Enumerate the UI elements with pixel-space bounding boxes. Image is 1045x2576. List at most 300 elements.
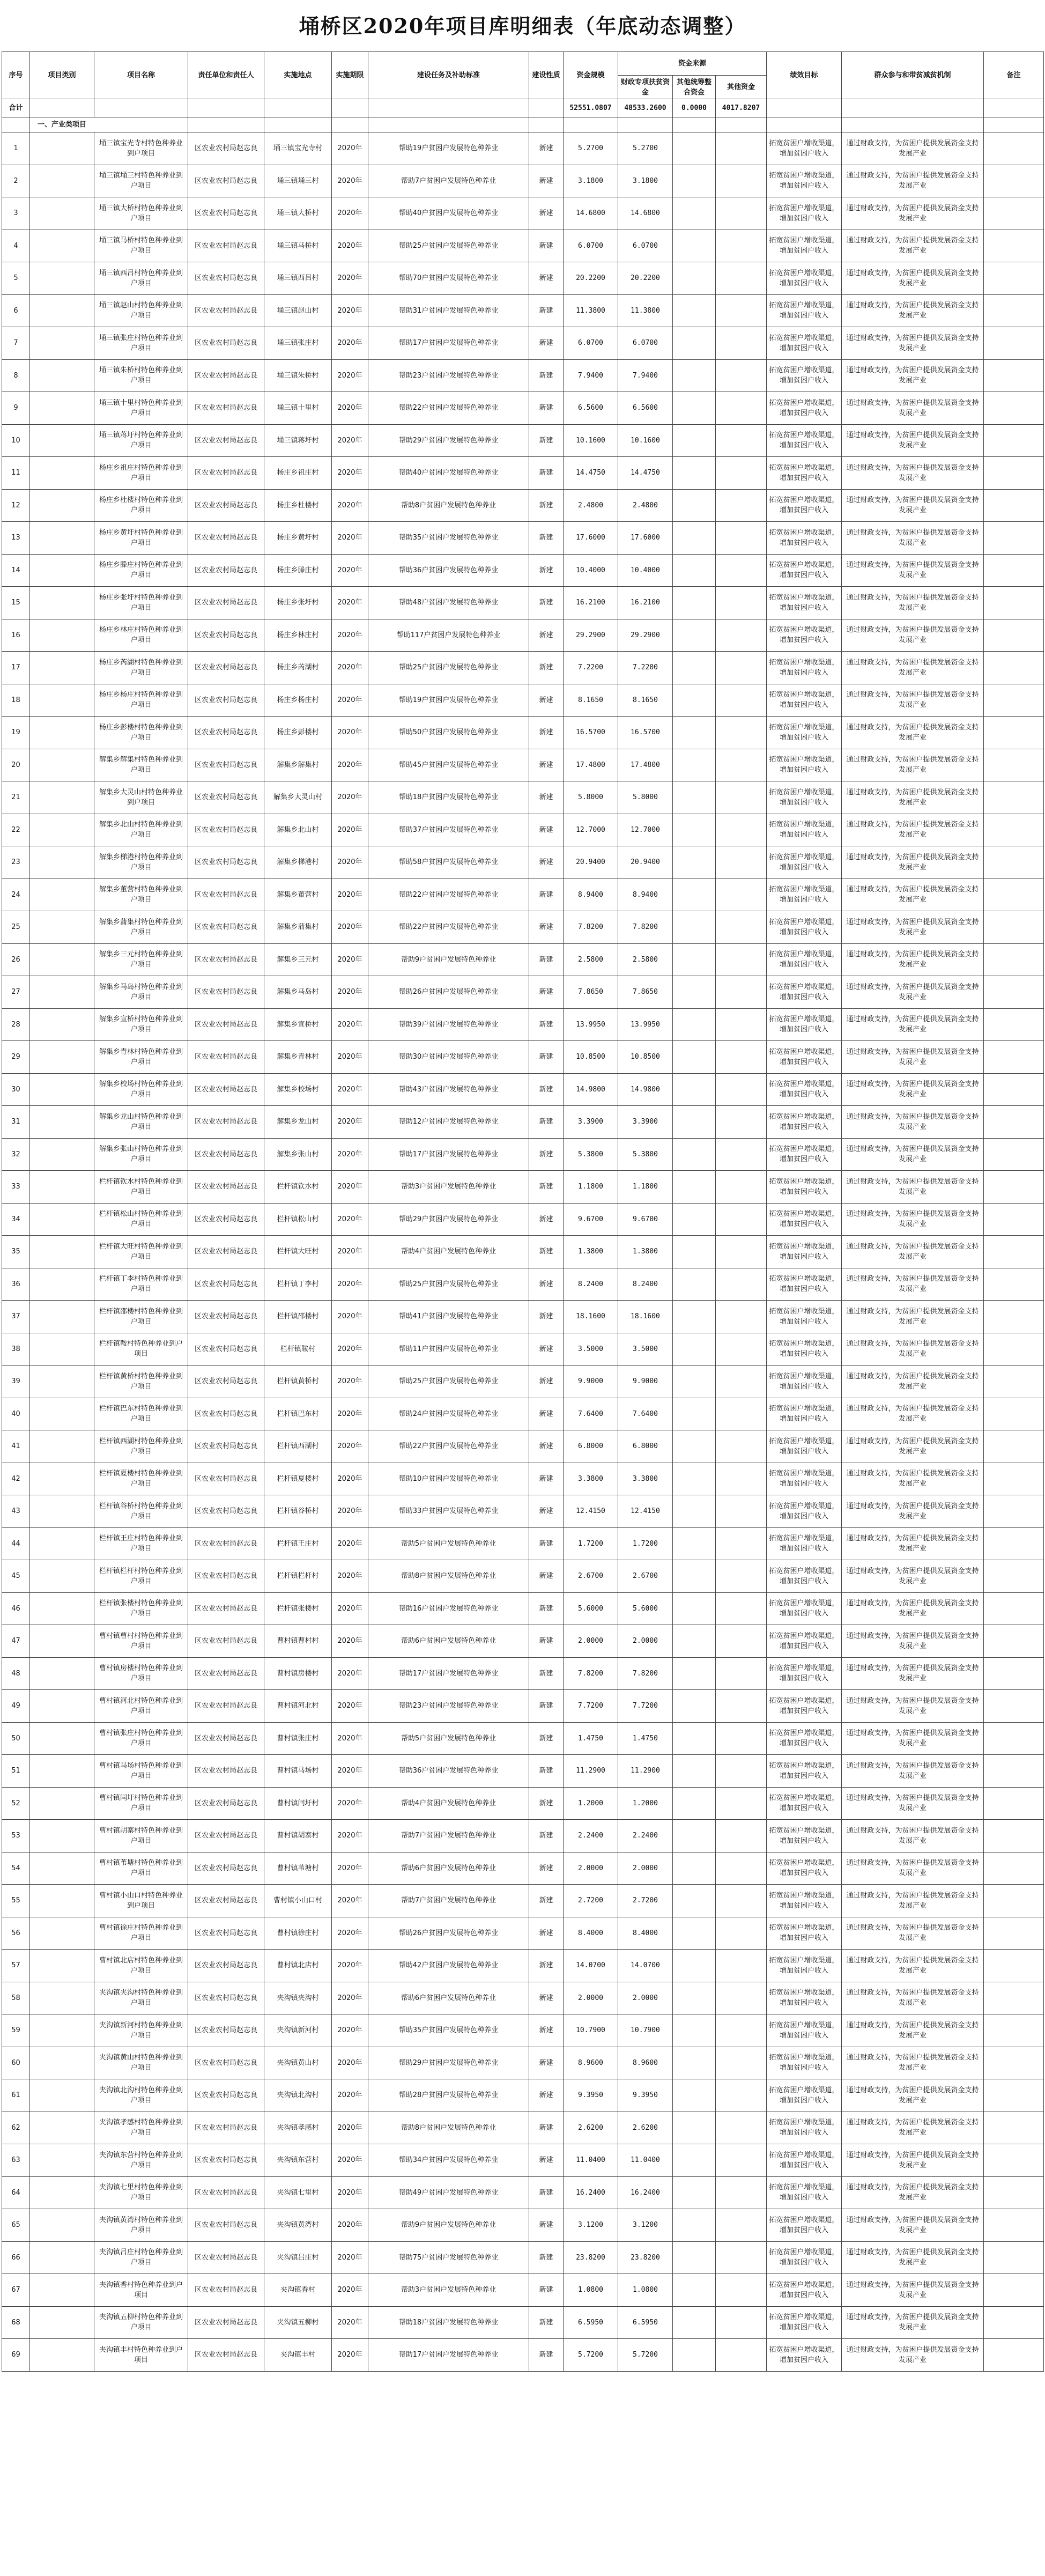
header-seq: 序号 [2, 52, 30, 99]
cell-nature: 新建 [529, 1625, 564, 1658]
cell-type [30, 1755, 94, 1788]
cell-fiscal: 9.9000 [618, 1365, 673, 1398]
cell-content: 帮助8户贫困户发展特色种养业 [368, 2112, 529, 2144]
cell-fiscal: 7.8650 [618, 976, 673, 1009]
cell-note [984, 1755, 1044, 1788]
cell-location: 栏杆镇松山村 [264, 1203, 332, 1236]
cell-seq: 68 [2, 2306, 30, 2339]
cell-unit: 区农业农村局赵志良 [188, 1041, 264, 1074]
cell-self [716, 2306, 767, 2339]
cell-content: 帮助40户贫困户发展特色种养业 [368, 197, 529, 230]
summary-fiscal: 48533.2600 [618, 99, 673, 117]
cell-scale: 12.4150 [564, 1495, 618, 1528]
cell-content: 帮助50户贫困户发展特色种养业 [368, 717, 529, 749]
cell-integrated [673, 132, 716, 165]
cell-self [716, 684, 767, 717]
cell-seq: 15 [2, 587, 30, 619]
cell-fiscal: 11.0400 [618, 2144, 673, 2177]
cell-integrated [673, 943, 716, 976]
cell-period: 2020年 [332, 1755, 368, 1788]
cell-note [984, 1203, 1044, 1236]
cell-goal: 拓宽贫困户增收渠道，增加贫困户收入 [767, 846, 842, 879]
table-row [2, 684, 1044, 717]
cell-period: 2020年 [332, 749, 368, 781]
cell-content: 帮助8户贫困户发展特色种养业 [368, 1560, 529, 1593]
cell-unit: 区农业农村局赵志良 [188, 717, 264, 749]
cell-period: 2020年 [332, 717, 368, 749]
cell-content: 帮助22户贫困户发展特色种养业 [368, 1430, 529, 1463]
cell-note [984, 1527, 1044, 1560]
cell-nature: 新建 [529, 1041, 564, 1074]
cell-integrated [673, 1560, 716, 1593]
cell-type [30, 976, 94, 1009]
cell-nature: 新建 [529, 165, 564, 197]
cell-integrated [673, 2209, 716, 2242]
cell-type [30, 1560, 94, 1593]
cell-integrated [673, 294, 716, 327]
cell-project-name: 栏杆镇大旺村特色种养业到户项目 [94, 1236, 188, 1268]
cell-project-name: 夹沟镇五柳村特色种养业到户项目 [94, 2306, 188, 2339]
cell-period: 2020年 [332, 2047, 368, 2079]
cell-fiscal: 3.5000 [618, 1333, 673, 1365]
table-row [2, 1755, 1044, 1788]
cell-nature: 新建 [529, 2241, 564, 2274]
cell-note [984, 1138, 1044, 1171]
cell-scale: 6.5950 [564, 2306, 618, 2339]
cell-self [716, 1171, 767, 1204]
cell-location: 曹村镇闫圩村 [264, 1787, 332, 1820]
cell-self [716, 457, 767, 490]
cell-fiscal: 11.3800 [618, 294, 673, 327]
cell-type [30, 1592, 94, 1625]
cell-note [984, 587, 1044, 619]
cell-location: 栏杆镇巴东村 [264, 1398, 332, 1430]
cell-period: 2020年 [332, 2339, 368, 2372]
table-row [2, 1527, 1044, 1560]
cell-content: 帮助4户贫困户发展特色种养业 [368, 1787, 529, 1820]
cell-project-name: 解集乡北山村特色种养业到户项目 [94, 814, 188, 846]
cell-seq: 46 [2, 1592, 30, 1625]
header-fiscal: 财政专项扶贫资金 [618, 76, 673, 99]
cell-fiscal: 7.7200 [618, 1690, 673, 1723]
cell-fiscal: 5.8000 [618, 781, 673, 814]
cell-unit: 区农业农村局赵志良 [188, 522, 264, 555]
cell-seq: 53 [2, 1820, 30, 1852]
table-row [2, 1301, 1044, 1333]
cell-seq: 16 [2, 619, 30, 652]
cell-scale: 1.7200 [564, 1527, 618, 1560]
cell-self [716, 1722, 767, 1755]
cell-goal: 拓宽贫困户增收渠道，增加贫困户收入 [767, 1463, 842, 1495]
cell-period: 2020年 [332, 1527, 368, 1560]
cell-self [716, 2047, 767, 2079]
cell-period: 2020年 [332, 554, 368, 587]
cell-project-name: 杨庄乡祖庄村特色种养业到户项目 [94, 457, 188, 490]
cell-unit: 区农业农村局赵志良 [188, 1430, 264, 1463]
cell-type [30, 2176, 94, 2209]
cell-mechanism: 通过财政支持，为贫困户提供发展资金支持发展产业 [842, 230, 984, 262]
cell-period: 2020年 [332, 230, 368, 262]
cell-location: 埇三镇宝光寺村 [264, 132, 332, 165]
cell-self [716, 1106, 767, 1139]
cell-fiscal: 2.6200 [618, 2112, 673, 2144]
cell-scale: 1.4750 [564, 1722, 618, 1755]
cell-self [716, 1820, 767, 1852]
cell-fiscal: 17.6000 [618, 522, 673, 555]
cell-period: 2020年 [332, 197, 368, 230]
cell-location: 解集乡三元村 [264, 943, 332, 976]
cell-seq: 24 [2, 879, 30, 911]
cell-type [30, 2112, 94, 2144]
cell-project-name: 埇三镇蒋圩村特色种养业到户项目 [94, 424, 188, 457]
cell-project-name: 解集乡董营村特色种养业到户项目 [94, 879, 188, 911]
cell-unit: 区农业农村局赵志良 [188, 684, 264, 717]
cell-self [716, 294, 767, 327]
cell-note [984, 1463, 1044, 1495]
cell-mechanism: 通过财政支持，为贫困户提供发展资金支持发展产业 [842, 1625, 984, 1658]
cell-fiscal: 13.9950 [618, 1008, 673, 1041]
cell-type [30, 2047, 94, 2079]
cell-nature: 新建 [529, 1820, 564, 1852]
cell-goal: 拓宽贫困户增收渠道，增加贫困户收入 [767, 489, 842, 522]
cell-content: 帮助25户贫困户发展特色种养业 [368, 230, 529, 262]
cell-mechanism: 通过财政支持，为贫困户提供发展资金支持发展产业 [842, 1787, 984, 1820]
cell-mechanism: 通过财政支持，为贫困户提供发展资金支持发展产业 [842, 522, 984, 555]
cell-scale: 5.8000 [564, 781, 618, 814]
table-row [2, 1852, 1044, 1885]
cell-nature: 新建 [529, 1268, 564, 1301]
cell-project-name: 埇三镇十里村特色种养业到户项目 [94, 392, 188, 425]
cell-content: 帮助35户贫困户发展特色种养业 [368, 522, 529, 555]
cell-nature: 新建 [529, 1657, 564, 1690]
cell-period: 2020年 [332, 1203, 368, 1236]
cell-note [984, 2144, 1044, 2177]
cell-location: 解集乡解集村 [264, 749, 332, 781]
cell-content: 帮助19户贫困户发展特色种养业 [368, 684, 529, 717]
cell-integrated [673, 165, 716, 197]
cell-project-name: 曹村镇小山口村特色种养业到户项目 [94, 1885, 188, 1917]
cell-period: 2020年 [332, 1398, 368, 1430]
cell-content: 帮助26户贫困户发展特色种养业 [368, 976, 529, 1009]
cell-type [30, 1690, 94, 1723]
cell-seq: 44 [2, 1527, 30, 1560]
cell-location: 曹村镇小山口村 [264, 1885, 332, 1917]
cell-project-name: 曹村镇闫圩村特色种养业到户项目 [94, 1787, 188, 1820]
cell-self [716, 1008, 767, 1041]
cell-nature: 新建 [529, 1301, 564, 1333]
table-row [2, 1982, 1044, 2014]
cell-integrated [673, 1982, 716, 2014]
project-table [2, 51, 1044, 2372]
cell-nature: 新建 [529, 587, 564, 619]
cell-fiscal: 7.8200 [618, 911, 673, 944]
table-row [2, 879, 1044, 911]
cell-period: 2020年 [332, 1787, 368, 1820]
cell-self [716, 1138, 767, 1171]
cell-self [716, 2144, 767, 2177]
cell-goal: 拓宽贫困户增收渠道，增加贫困户收入 [767, 2306, 842, 2339]
cell-fiscal: 7.9400 [618, 359, 673, 392]
cell-location: 曹村镇苇塘村 [264, 1852, 332, 1885]
cell-note [984, 2047, 1044, 2079]
cell-type [30, 619, 94, 652]
cell-content: 帮助23户贫困户发展特色种养业 [368, 1690, 529, 1723]
cell-location: 埇三镇张庄村 [264, 327, 332, 360]
summary-integrated: 0.0000 [673, 99, 716, 117]
cell-self [716, 262, 767, 295]
header-type: 项目类别 [30, 52, 94, 99]
cell-nature: 新建 [529, 717, 564, 749]
table-row [2, 424, 1044, 457]
cell-mechanism: 通过财政支持，为贫困户提供发展资金支持发展产业 [842, 1171, 984, 1204]
cell-note [984, 230, 1044, 262]
cell-nature: 新建 [529, 1690, 564, 1723]
cell-integrated [673, 1106, 716, 1139]
table-row [2, 652, 1044, 684]
cell-mechanism: 通过财政支持，为贫困户提供发展资金支持发展产业 [842, 1982, 984, 2014]
cell-location: 曹村镇马场村 [264, 1755, 332, 1788]
cell-project-name: 杨庄乡杜楼村特色种养业到户项目 [94, 489, 188, 522]
cell-unit: 区农业农村局赵志良 [188, 1625, 264, 1658]
cell-content: 帮助26户贫困户发展特色种养业 [368, 1917, 529, 1950]
cell-integrated [673, 1171, 716, 1204]
cell-nature: 新建 [529, 1527, 564, 1560]
table-row [2, 262, 1044, 295]
cell-period: 2020年 [332, 1365, 368, 1398]
cell-content: 帮助25户贫困户发展特色种养业 [368, 652, 529, 684]
cell-content: 帮助35户贫困户发展特色种养业 [368, 2014, 529, 2047]
cell-mechanism: 通过财政支持，为贫困户提供发展资金支持发展产业 [842, 2274, 984, 2307]
cell-self [716, 554, 767, 587]
cell-fiscal: 14.6800 [618, 197, 673, 230]
cell-self [716, 327, 767, 360]
cell-content: 帮助75户贫困户发展特色种养业 [368, 2241, 529, 2274]
cell-content: 帮助3户贫困户发展特色种养业 [368, 2274, 529, 2307]
table-row [2, 1592, 1044, 1625]
cell-nature: 新建 [529, 424, 564, 457]
cell-location: 杨庄乡彭楼村 [264, 717, 332, 749]
cell-location: 栏杆镇鞍村 [264, 1333, 332, 1365]
cell-location: 夹沟镇香村 [264, 2274, 332, 2307]
cell-type [30, 587, 94, 619]
cell-unit: 区农业农村局赵志良 [188, 2306, 264, 2339]
cell-content: 帮助29户贫困户发展特色种养业 [368, 2047, 529, 2079]
cell-integrated [673, 1625, 716, 1658]
cell-goal: 拓宽贫困户增收渠道，增加贫困户收入 [767, 911, 842, 944]
cell-type [30, 1852, 94, 1885]
cell-integrated [673, 684, 716, 717]
table-row [2, 2112, 1044, 2144]
cell-type [30, 1041, 94, 1074]
cell-scale: 10.1600 [564, 424, 618, 457]
cell-goal: 拓宽贫困户增收渠道，增加贫困户收入 [767, 814, 842, 846]
cell-type [30, 2339, 94, 2372]
cell-scale: 2.0000 [564, 1982, 618, 2014]
cell-type [30, 1625, 94, 1658]
cell-seq: 43 [2, 1495, 30, 1528]
cell-self [716, 1917, 767, 1950]
cell-type [30, 294, 94, 327]
cell-scale: 2.7200 [564, 1885, 618, 1917]
cell-project-name: 曹村镇河北村特色种养业到户项目 [94, 1690, 188, 1723]
cell-type [30, 165, 94, 197]
cell-period: 2020年 [332, 1463, 368, 1495]
cell-unit: 区农业农村局赵志良 [188, 1787, 264, 1820]
cell-location: 解集乡校场村 [264, 1073, 332, 1106]
cell-seq: 14 [2, 554, 30, 587]
cell-seq: 52 [2, 1787, 30, 1820]
summary-scale: 52551.0807 [564, 99, 618, 117]
cell-location: 曹村镇曹村村 [264, 1625, 332, 1658]
cell-content: 帮助49户贫困户发展特色种养业 [368, 2176, 529, 2209]
cell-content: 帮助22户贫困户发展特色种养业 [368, 879, 529, 911]
table-row [2, 1203, 1044, 1236]
category-row [2, 117, 1044, 132]
header-note: 备注 [984, 52, 1044, 99]
cell-mechanism: 通过财政支持，为贫困户提供发展资金支持发展产业 [842, 1820, 984, 1852]
cell-self [716, 2112, 767, 2144]
cell-seq: 20 [2, 749, 30, 781]
table-row [2, 1171, 1044, 1204]
cell-integrated [673, 1236, 716, 1268]
cell-unit: 区农业农村局赵志良 [188, 976, 264, 1009]
cell-nature: 新建 [529, 879, 564, 911]
table-row [2, 1365, 1044, 1398]
cell-unit: 区农业农村局赵志良 [188, 943, 264, 976]
cell-goal: 拓宽贫困户增收渠道，增加贫困户收入 [767, 1917, 842, 1950]
cell-unit: 区农业农村局赵志良 [188, 424, 264, 457]
cell-mechanism: 通过财政支持，为贫困户提供发展资金支持发展产业 [842, 684, 984, 717]
cell-nature: 新建 [529, 2306, 564, 2339]
cell-self [716, 2176, 767, 2209]
cell-integrated [673, 230, 716, 262]
cell-integrated [673, 2306, 716, 2339]
table-row [2, 1917, 1044, 1950]
cell-period: 2020年 [332, 1885, 368, 1917]
cell-nature: 新建 [529, 684, 564, 717]
table-row [2, 1463, 1044, 1495]
cell-content: 帮助37户贫困户发展特色种养业 [368, 814, 529, 846]
cell-mechanism: 通过财政支持，为贫困户提供发展资金支持发展产业 [842, 1041, 984, 1074]
cell-goal: 拓宽贫困户增收渠道，增加贫困户收入 [767, 132, 842, 165]
cell-seq: 60 [2, 2047, 30, 2079]
cell-self [716, 1398, 767, 1430]
cell-goal: 拓宽贫困户增收渠道，增加贫困户收入 [767, 587, 842, 619]
cell-seq: 64 [2, 2176, 30, 2209]
cell-fiscal: 2.4800 [618, 489, 673, 522]
cell-integrated [673, 911, 716, 944]
cell-note [984, 781, 1044, 814]
cell-nature: 新建 [529, 489, 564, 522]
cell-content: 帮助36户贫困户发展特色种养业 [368, 554, 529, 587]
cell-mechanism: 通过财政支持，为贫困户提供发展资金支持发展产业 [842, 2209, 984, 2242]
cell-nature: 新建 [529, 1560, 564, 1593]
cell-period: 2020年 [332, 1657, 368, 1690]
cell-content: 帮助43户贫困户发展特色种养业 [368, 1073, 529, 1106]
table-row [2, 1073, 1044, 1106]
cell-unit: 区农业农村局赵志良 [188, 1398, 264, 1430]
cell-scale: 10.7900 [564, 2014, 618, 2047]
cell-unit: 区农业农村局赵志良 [188, 911, 264, 944]
cell-seq: 69 [2, 2339, 30, 2372]
cell-seq: 47 [2, 1625, 30, 1658]
cell-unit: 区农业农村局赵志良 [188, 2047, 264, 2079]
cell-unit: 区农业农村局赵志良 [188, 749, 264, 781]
cell-project-name: 曹村镇胡寨村特色种养业到户项目 [94, 1820, 188, 1852]
cell-project-name: 解集乡蒲集村特色种养业到户项目 [94, 911, 188, 944]
cell-nature: 新建 [529, 392, 564, 425]
cell-unit: 区农业农村局赵志良 [188, 1852, 264, 1885]
cell-unit: 区农业农村局赵志良 [188, 165, 264, 197]
header-location: 实施地点 [264, 52, 332, 99]
cell-period: 2020年 [332, 1625, 368, 1658]
cell-seq: 12 [2, 489, 30, 522]
cell-goal: 拓宽贫困户增收渠道，增加贫困户收入 [767, 1690, 842, 1723]
cell-scale: 6.8000 [564, 1430, 618, 1463]
cell-goal: 拓宽贫困户增收渠道，增加贫困户收入 [767, 2339, 842, 2372]
cell-note [984, 2274, 1044, 2307]
cell-period: 2020年 [332, 652, 368, 684]
table-row [2, 1657, 1044, 1690]
cell-fiscal: 10.1600 [618, 424, 673, 457]
cell-goal: 拓宽贫困户增收渠道，增加贫困户收入 [767, 1787, 842, 1820]
cell-self [716, 2209, 767, 2242]
cell-mechanism: 通过财政支持，为贫困户提供发展资金支持发展产业 [842, 1950, 984, 1982]
cell-integrated [673, 2176, 716, 2209]
cell-self [716, 392, 767, 425]
cell-integrated [673, 1365, 716, 1398]
cell-mechanism: 通过财政支持，为贫困户提供发展资金支持发展产业 [842, 2079, 984, 2112]
cell-fiscal: 16.2100 [618, 587, 673, 619]
cell-type [30, 522, 94, 555]
cell-note [984, 1398, 1044, 1430]
cell-unit: 区农业农村局赵志良 [188, 2274, 264, 2307]
cell-mechanism: 通过财政支持，为贫困户提供发展资金支持发展产业 [842, 1073, 984, 1106]
cell-fiscal: 8.2400 [618, 1268, 673, 1301]
cell-location: 夹沟镇五柳村 [264, 2306, 332, 2339]
cell-fiscal: 2.6700 [618, 1560, 673, 1593]
cell-location: 杨庄乡杨庄村 [264, 684, 332, 717]
cell-self [716, 1852, 767, 1885]
cell-seq: 30 [2, 1073, 30, 1106]
cell-scale: 14.9800 [564, 1073, 618, 1106]
table-row [2, 457, 1044, 490]
cell-self [716, 781, 767, 814]
cell-nature: 新建 [529, 197, 564, 230]
cell-nature: 新建 [529, 1008, 564, 1041]
cell-content: 帮助25户贫困户发展特色种养业 [368, 1268, 529, 1301]
cell-nature: 新建 [529, 1885, 564, 1917]
summary-label: 合计 [2, 99, 30, 117]
cell-location: 解集乡大灵山村 [264, 781, 332, 814]
cell-seq: 31 [2, 1106, 30, 1139]
cell-nature: 新建 [529, 2209, 564, 2242]
cell-period: 2020年 [332, 911, 368, 944]
cell-type [30, 943, 94, 976]
cell-fiscal: 1.4750 [618, 1722, 673, 1755]
cell-content: 帮助29户贫困户发展特色种养业 [368, 424, 529, 457]
cell-integrated [673, 587, 716, 619]
cell-goal: 拓宽贫困户增收渠道，增加贫困户收入 [767, 749, 842, 781]
cell-nature: 新建 [529, 749, 564, 781]
cell-type [30, 327, 94, 360]
cell-unit: 区农业农村局赵志良 [188, 489, 264, 522]
cell-location: 栏杆镇丁李村 [264, 1268, 332, 1301]
cell-location: 夹沟镇黄山村 [264, 2047, 332, 2079]
table-row [2, 2144, 1044, 2177]
cell-integrated [673, 1268, 716, 1301]
cell-fiscal: 8.4000 [618, 1917, 673, 1950]
